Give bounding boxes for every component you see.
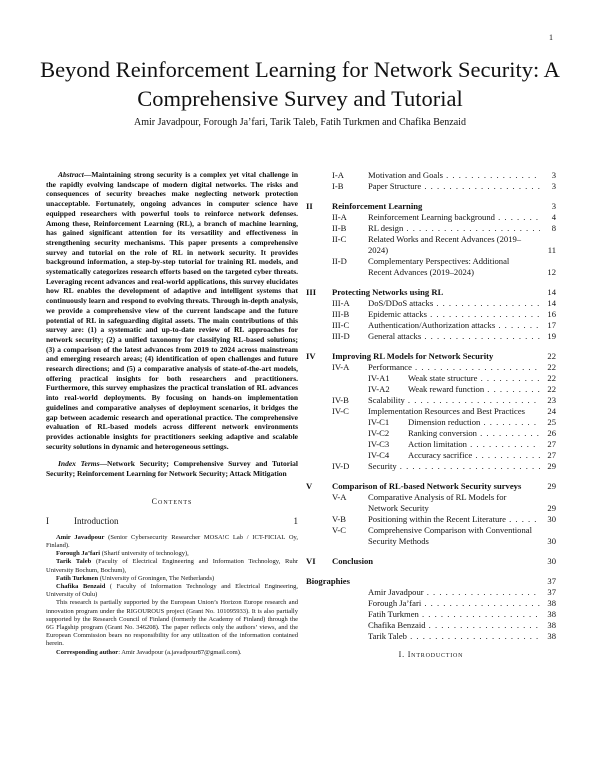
toc-entry[interactable] xyxy=(306,170,556,181)
toc-num: IV-D xyxy=(332,461,350,471)
note-name: Amir Javadpour xyxy=(56,533,105,541)
toc-page: 22 xyxy=(547,373,556,383)
toc-title: Ranking conversion . . . xyxy=(408,428,540,439)
toc-num: I-A xyxy=(332,170,344,180)
toc-page: 3 xyxy=(551,201,556,211)
toc-entry[interactable] xyxy=(306,395,556,406)
toc-title: Introduction xyxy=(74,515,119,526)
left-column xyxy=(46,170,298,657)
toc-title: Epidemic attacks . . . xyxy=(368,309,540,320)
toc-num: V-C xyxy=(332,525,347,535)
note-affil: (University of Groningen, The Netherlands) xyxy=(98,574,215,582)
toc-title: Performance . . . xyxy=(368,362,540,373)
toc-entry[interactable] xyxy=(306,609,556,620)
abstract-label: Abstract xyxy=(58,170,84,179)
section-heading-introduction: I. Introduction xyxy=(398,650,464,659)
toc-title: DoS/DDoS attacks . . . xyxy=(368,298,540,309)
toc-title: Protecting Networks using RL xyxy=(332,287,444,297)
toc-num: IV-A2 xyxy=(368,384,390,394)
toc-page: 27 xyxy=(547,450,556,460)
toc-title: RL design . . . xyxy=(368,223,540,234)
toc-page: 17 xyxy=(547,320,556,330)
toc-entry[interactable] xyxy=(306,181,556,192)
toc-entry[interactable] xyxy=(306,223,556,234)
toc-entry[interactable] xyxy=(306,406,556,417)
toc-title: Comparison of RL-based Network Security surveys xyxy=(332,481,522,491)
toc-entry[interactable] xyxy=(306,331,556,342)
toc-title: General attacks . . . xyxy=(368,331,540,342)
author-list: Amir Javadpour, Forough Ja’fari, Tarik Taleb, Fatih Turkmen and Chafika Benzaid xyxy=(134,117,466,128)
toc-num: III-B xyxy=(332,309,350,319)
toc-num: II-C xyxy=(332,234,347,244)
toc-page: 22 xyxy=(547,384,556,394)
toc-num: IV-C xyxy=(332,406,349,416)
toc-section[interactable] xyxy=(306,201,556,212)
toc-title: Motivation and Goals . . . xyxy=(368,170,540,181)
toc-page: 4 xyxy=(551,212,556,222)
note-affil: (Faculty of Electrical Engineering and Information Technology, Ruhr University Bochum, Bochum), xyxy=(46,558,298,574)
toc-num: IV xyxy=(306,351,316,361)
toc-num: IV-C1 xyxy=(368,417,390,427)
toc-title: Complementary Perspectives: Additional Recent Advances (2019–2024) xyxy=(368,256,510,277)
toc-title: Chafika Benzaid . . . xyxy=(368,620,540,631)
funding-note: This research is partially supported by the European Union’s Horizon Europe research and innovation program under the RIGOUROUS project (Grant No. 101095933). It is also partially supported by the Research Council of Finland (formerly the Academy of Finland) through the 6G Flagship program (Grant No. 346208). The paper reflects only the authors’ views, and the European Commission bears no responsibility for any utilization of the information contained herein. xyxy=(46,599,298,648)
note-affil: (Senior Cybersecurity Researcher MOSA!C Lab / ICT-FICIAL Oy, Finland). xyxy=(46,533,298,549)
contents-heading: Contents xyxy=(151,496,193,506)
toc-subentry[interactable] xyxy=(306,439,556,450)
toc-title: Conclusion xyxy=(332,556,374,566)
toc-num: V-B xyxy=(332,514,347,524)
toc-page: 30 xyxy=(547,556,556,566)
toc-title: Dimension reduction . . . xyxy=(408,417,540,428)
toc-num: IV-C2 xyxy=(368,428,390,438)
toc-page: 3 xyxy=(551,170,556,180)
toc-page: 37 xyxy=(547,576,556,586)
toc-page: 3 xyxy=(551,181,556,191)
toc-page: 8 xyxy=(551,223,556,233)
toc-page: 14 xyxy=(547,298,556,308)
toc-num: V xyxy=(306,481,313,491)
note-affil: (Sharif university of technology), xyxy=(100,550,189,558)
toc-page: 37 xyxy=(547,587,556,597)
toc-entry[interactable] xyxy=(306,320,556,331)
toc-entry-introduction[interactable] xyxy=(46,516,298,526)
toc-num: IV-A1 xyxy=(368,373,390,383)
toc-entry[interactable] xyxy=(306,492,556,514)
toc-section[interactable] xyxy=(306,351,556,362)
toc-title: Reinforcement Learning background . . . xyxy=(368,212,540,223)
toc-title: Accuracy sacrifice . . . xyxy=(408,450,540,461)
toc-page: 38 xyxy=(547,620,556,630)
toc-entry[interactable] xyxy=(306,620,556,631)
toc-title: Biographies xyxy=(306,576,350,586)
toc-page: 1 xyxy=(293,515,298,526)
abstract xyxy=(46,170,298,451)
toc-page: 11 xyxy=(547,245,556,255)
toc-page: 14 xyxy=(547,287,556,297)
index-terms-label: Index Terms xyxy=(58,459,100,469)
toc-title: Fatih Turkmen . . . xyxy=(368,609,540,620)
toc-title: Security . . . xyxy=(368,461,540,472)
author-notes xyxy=(46,534,298,657)
toc-page: 29 xyxy=(547,461,556,471)
toc-page: 26 xyxy=(547,428,556,438)
toc-num: I xyxy=(46,515,49,526)
toc-title: Related Works and Recent Advances (2019–2024) xyxy=(368,234,522,255)
toc-entry[interactable] xyxy=(306,461,556,472)
corr-label: Corresponding author xyxy=(56,648,119,656)
toc-entry[interactable] xyxy=(306,587,556,598)
toc-entry[interactable] xyxy=(306,514,556,525)
toc-subentry[interactable] xyxy=(306,428,556,439)
toc-title: Weak state structure . . . xyxy=(408,373,540,384)
toc-num: II-D xyxy=(332,256,347,266)
toc-page: 22 xyxy=(547,351,556,361)
toc-num: II-A xyxy=(332,212,347,222)
toc-page: 24 xyxy=(547,406,556,416)
toc-title: Implementation Resources and Best Practices xyxy=(368,406,526,416)
toc-page: 16 xyxy=(547,309,556,319)
right-column xyxy=(306,170,556,659)
toc-num: III xyxy=(306,287,317,297)
toc-title: Comparative Analysis of RL Models for Network Security xyxy=(368,492,507,513)
toc-title: Scalability . . . xyxy=(368,395,540,406)
toc-num: III-C xyxy=(332,320,350,330)
toc-page: 38 xyxy=(547,609,556,619)
toc-entry[interactable] xyxy=(306,525,556,547)
toc-num: IV-B xyxy=(332,395,349,405)
toc-entry[interactable] xyxy=(306,631,556,642)
note-name: Tarik Taleb xyxy=(56,558,92,566)
toc-num: VI xyxy=(306,556,316,566)
paper-title: Beyond Reinforcement Learning for Network Security: A Comprehensive Survey and Tutorial xyxy=(40,57,560,111)
note-name: Chafika Benzaid xyxy=(56,583,106,591)
toc-num: III-D xyxy=(332,331,350,341)
toc-title: Reinforcement Learning xyxy=(332,201,423,211)
toc-num: I-B xyxy=(332,181,344,191)
toc-num: II-B xyxy=(332,223,347,233)
toc-title: Paper Structure . . . xyxy=(368,181,540,192)
index-terms-text: —Network Security; Comprehensive Survey and Tutorial Security; Reinforcement Learning for Network Security; Attack Mitigation xyxy=(46,459,298,479)
toc-page: 29 xyxy=(547,481,556,491)
toc-page: 27 xyxy=(547,439,556,449)
toc-subentry[interactable] xyxy=(306,373,556,384)
toc-section[interactable] xyxy=(306,556,556,567)
toc-section[interactable] xyxy=(306,481,556,492)
index-terms xyxy=(46,459,298,478)
toc-entry[interactable] xyxy=(306,598,556,609)
toc-title: Positioning within the Recent Literature . . . xyxy=(368,514,540,525)
toc-page: 38 xyxy=(547,631,556,641)
toc-title: Weak reward function . . . xyxy=(408,384,540,395)
corr-text: : Amir Javadpour (a.javadpour87@gmail.com). xyxy=(118,648,242,656)
toc-num: III-A xyxy=(332,298,350,308)
toc-entry[interactable] xyxy=(306,309,556,320)
toc-num: IV-C4 xyxy=(368,450,390,460)
toc-title: Tarik Taleb . . . xyxy=(368,631,540,642)
toc-page: 30 xyxy=(547,514,556,524)
toc-page: 12 xyxy=(547,267,556,277)
toc-page: 22 xyxy=(547,362,556,372)
note-affil: ( Faculty of Information Technology and Electrical Engineering, University of Oulu) xyxy=(46,583,298,599)
toc-num: IV-A xyxy=(332,362,350,372)
toc-subentry[interactable] xyxy=(306,417,556,428)
toc-title: Improving RL Models for Network Security xyxy=(332,351,494,361)
toc-num: IV-C3 xyxy=(368,439,390,449)
toc-subentry[interactable] xyxy=(306,450,556,461)
toc-title: Authentication/Authorization attacks . . . xyxy=(368,320,540,331)
toc-num: II xyxy=(306,201,313,211)
toc-page: 29 xyxy=(547,503,556,513)
toc-subentry[interactable] xyxy=(306,384,556,395)
toc-page: 19 xyxy=(547,331,556,341)
toc-num: V-A xyxy=(332,492,347,502)
page-number: 1 xyxy=(549,33,553,42)
toc-entry[interactable] xyxy=(306,256,556,278)
toc-title: Forough Ja’fari . . . xyxy=(368,598,540,609)
toc-entry[interactable] xyxy=(306,212,556,223)
toc-entry[interactable] xyxy=(306,234,556,256)
toc-title: Amir Javadpour . . . xyxy=(368,587,540,598)
toc-entry[interactable] xyxy=(306,298,556,309)
note-name: Forough Ja’fari xyxy=(56,550,101,558)
toc-section[interactable] xyxy=(306,287,556,298)
toc-page: 30 xyxy=(547,536,556,546)
toc-entry[interactable] xyxy=(306,362,556,373)
toc-title: Comprehensive Comparison with Conventional Security Methods xyxy=(368,525,532,546)
toc-page: 38 xyxy=(547,598,556,608)
abstract-text: —Maintaining strong security is a complex yet vital challenge in the rapidly evolving landscape of modern digital networks. The risks and consequences of security breaches make neglecting network protection unacceptable. Fortunately, ongoing advances in computer science have equipped researchers with powerful tools to reinforce network defenses. Among these, Reinforcement Learning (RL), a branch of machine learning, has gained significant attention for its versatility and effectiveness in strengthening security mechanisms. This paper presents a comprehensive survey and tutorial on the role of RL in network security. It provides background information, a step-by-step tutorial for training RL models, and systematically categorizes research efforts based on the targeted cyber threats. Leveraging recent advances and real-world applications, this survey elucidates how RL enables the development of adaptive and intelligent systems that continuously learn and respond to evolving threats. Through in-depth analysis, we provide a comprehensive view of the current landscape and the future potential of RL in safeguarding digital assets. The main contributions of this survey are: (1) a systematic and up-to-date review of RL approaches for network security; (2) a unified taxonomy for classifying RL-based solutions; (3) a comparison of the latest advances from 2019 to 2024 across mainstream and emerging research areas; (4) identification of open challenges and future research directions; and (5) a comparative analysis of state-of-the-art models, offering practical insights for both researchers and practitioners. Furthermore, this survey emphasizes the practical translation of RL advances into real-world deployments. By focusing on hands-on implementation guidelines and comparative analyses of deployment scenarios, it bridges the gap between academic research and operational practice. The comprehensive evaluation of RL-based models across different network environments provides actionable insights for practitioners seeking adaptive and scalable security solutions in dynamic and heterogeneous settings. xyxy=(46,170,298,451)
note-name: Fatih Turkmen xyxy=(56,574,99,582)
toc-page: 23 xyxy=(547,395,556,405)
toc-section-biographies[interactable] xyxy=(306,576,556,587)
toc-title: Action limitation . . . xyxy=(408,439,540,450)
toc-page: 25 xyxy=(547,417,556,427)
